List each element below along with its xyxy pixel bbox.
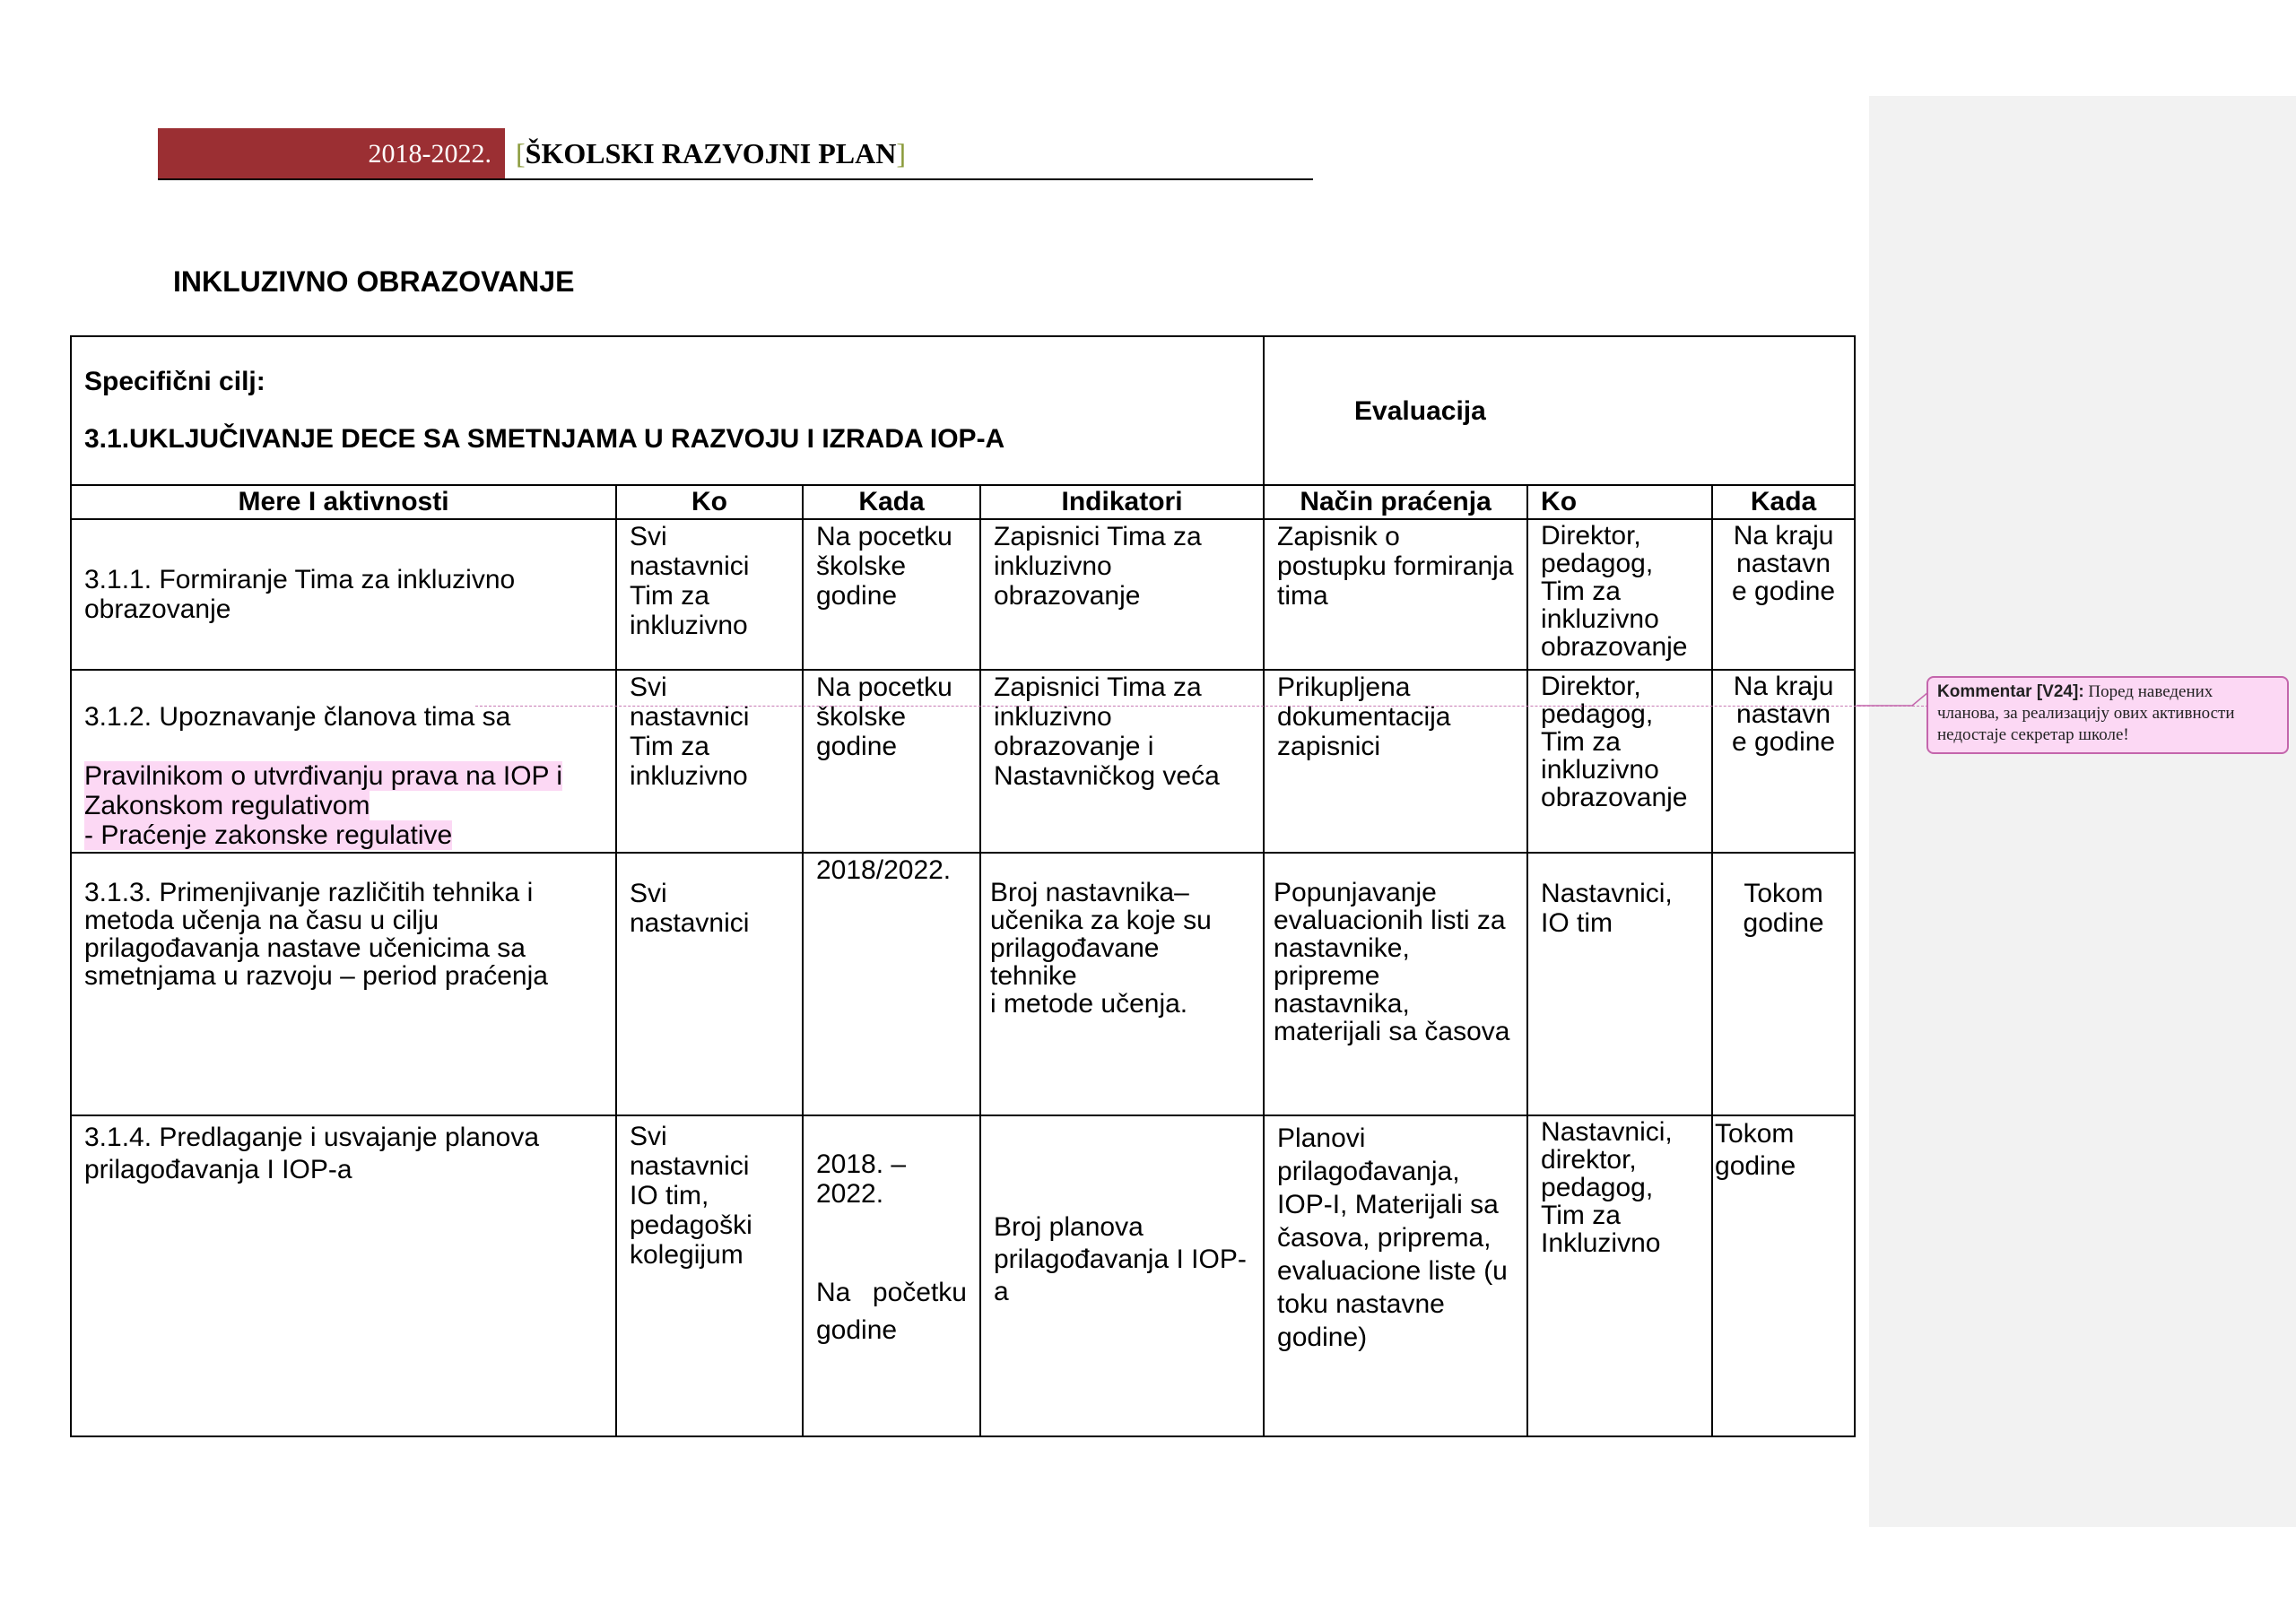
table-row (71, 853, 1855, 1115)
row4-activity: 3.1.4. Predlaganje i usvajanje planova prilagođavanja I IOP-a (71, 1115, 616, 1436)
row1-eval-when: Na kraju nastavn e godine (1712, 519, 1855, 670)
row2-when: Na pocetku školske godine (803, 670, 980, 853)
row4-monitoring: Planovi prilagođavanja, IOP-I, Materijali sa časova, priprema, evaluacione liste (u toku nastavne godine) (1264, 1115, 1527, 1436)
header-bracket-close: ] (896, 137, 906, 169)
table-row (71, 1115, 1855, 1436)
goal-row (71, 336, 1855, 485)
row2-activity (71, 670, 616, 853)
col-header-monitoring: Način praćenja (1264, 485, 1527, 519)
evaluation-header: Evaluacija (1264, 336, 1855, 485)
col-header-eval-when: Kada (1712, 485, 1855, 519)
row2-eval-when: Na kraju nastavn e godine (1712, 670, 1855, 853)
row2-activity-highlight: Pravilnikom o utvrđivanju prava na IOP i Zakonskom regulativom - Praćenje zakonske regulative (84, 761, 563, 850)
header-years: 2018-2022. (368, 138, 491, 169)
row3-eval-when: Tokom godine (1712, 853, 1855, 1115)
row2-activity-line: 3.1.2. Upoznavanje članova tima sa (84, 702, 511, 732)
column-header-row (71, 485, 1855, 519)
col-header-indicators: Indikatori (980, 485, 1264, 519)
goal-label: Specifični cilj: (84, 367, 265, 396)
comment-balloon[interactable] (1926, 676, 2289, 754)
header-years-band (158, 128, 505, 179)
row2-monitoring: Prikupljena dokumentacija zapisnici (1264, 670, 1527, 853)
row4-indicators: Broj planova prilagođavanja I IOP-a (980, 1115, 1264, 1436)
row1-when: Na pocetku školske godine (803, 519, 980, 670)
row4-when (803, 1115, 980, 1436)
comment-anchor-line (475, 706, 1928, 707)
header-rule (158, 178, 1313, 180)
row2-who: Svi nastavnici Tim za inkluzivno (616, 670, 803, 853)
row2-indicators: Zapisnici Tima za inkluzivno obrazovanje i Nastavničkog veća (980, 670, 1264, 853)
comment-text: Поред наведених чланова, за реализацију ових активности недостаје секретар школе! (1937, 682, 2235, 744)
col-header-activities: Mere I aktivnosti (71, 485, 616, 519)
comments-margin-pane (1869, 96, 2296, 1527)
row2-eval-who: Direktor, pedagog, Tim za inkluzivno obrazovanje (1527, 670, 1712, 853)
row4-when-years: 2018. – 2022. (816, 1149, 907, 1209)
col-header-eval-who: Ko (1527, 485, 1712, 519)
table-row (71, 519, 1855, 670)
section-heading: INKLUZIVNO OBRAZOVANJE (173, 265, 575, 298)
row3-who: Svi nastavnici (616, 853, 803, 1115)
row1-who: Svi nastavnici Tim za inkluzivno (616, 519, 803, 670)
row1-activity: 3.1.1. Formiranje Tima za inkluzivno obrazovanje (71, 519, 616, 670)
plan-table (70, 335, 1856, 1437)
row4-when-start: Na početku godine (816, 1278, 967, 1345)
row4-eval-when: Tokom godine (1712, 1115, 1855, 1436)
goal-cell (71, 336, 1264, 485)
row3-when: 2018/2022. (803, 853, 980, 1115)
row4-who: Svi nastavnici IO tim, pedagoški kolegijum (616, 1115, 803, 1436)
row3-monitoring: Popunjavanje evaluacionih listi za nastavnike, pripreme nastavnika, materijali sa časova (1264, 853, 1527, 1115)
header-title (516, 128, 906, 179)
row1-monitoring: Zapisnik o postupku formiranja tima (1264, 519, 1527, 670)
table-row (71, 670, 1855, 853)
header-bracket-open: [ (516, 137, 526, 169)
goal-title: 3.1.UKLJUČIVANJE DECE SA SMETNJAMA U RAZVOJU I IZRADA IOP-A (84, 424, 1005, 454)
row1-indicators: Zapisnici Tima za inkluzivno obrazovanje (980, 519, 1264, 670)
row4-eval-who: Nastavnici, direktor, pedagog, Tim za Inkluzivno (1527, 1115, 1712, 1436)
header-title-text: ŠKOLSKI RAZVOJNI PLAN (525, 137, 897, 169)
row3-activity: 3.1.3. Primenjivanje različitih tehnika i metoda učenja na času u cilju prilagođavanja nastave učenicima sa smetnjama u razvoju – period praćenja (71, 853, 616, 1115)
comment-connector (1857, 690, 1928, 707)
col-header-who: Ko (616, 485, 803, 519)
row1-eval-who: Direktor, pedagog, Tim za inkluzivno obrazovanje (1527, 519, 1712, 670)
comment-tag: Kommentar [V24]: (1937, 682, 2084, 701)
row3-indicators: Broj nastavnika– učenika za koje su prilagođavane tehnike i metode učenja. (980, 853, 1264, 1115)
row3-eval-who: Nastavnici, IO tim (1527, 853, 1712, 1115)
col-header-when: Kada (803, 485, 980, 519)
